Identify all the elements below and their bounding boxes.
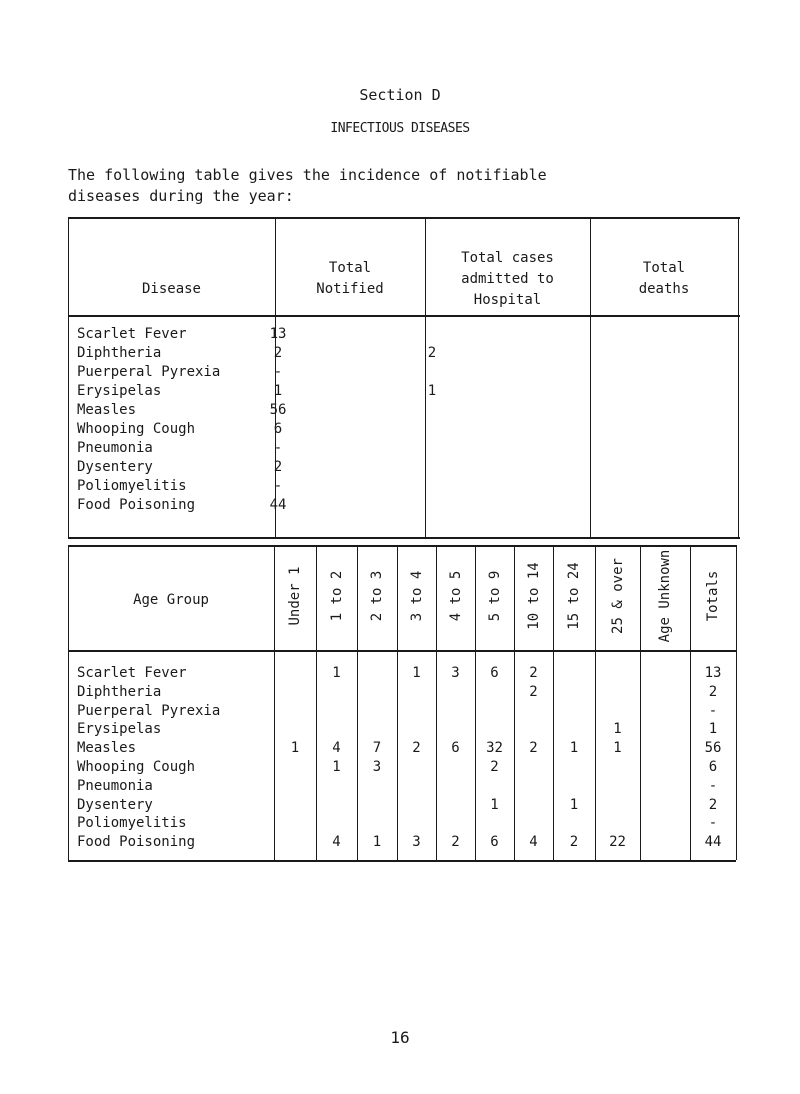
- table2-cell: -: [708, 777, 718, 794]
- table2-row-disease: Scarlet Fever: [77, 665, 187, 681]
- column-header-age: 25 & over: [609, 558, 626, 634]
- table2-cell: 1: [569, 740, 579, 757]
- table2-row-disease: Puerperal Pyrexia: [77, 702, 221, 719]
- intro-paragraph: [68, 165, 748, 207]
- table2-cell: 1: [332, 759, 341, 775]
- header-age-group: Age Group: [133, 592, 209, 608]
- table2-cell: 2: [451, 834, 460, 851]
- table1-cell-admitted: 1: [427, 383, 437, 399]
- table1-cell-notified: 44: [269, 497, 287, 513]
- table2-cell: 3: [451, 665, 460, 681]
- intro-line-2: diseases during the year:: [68, 187, 294, 205]
- table2-cell: 1: [613, 721, 622, 738]
- table2-cell: 1: [569, 796, 579, 813]
- table1-cell-notified: -: [273, 478, 283, 494]
- table2-row-disease: Diphtheria: [77, 683, 162, 700]
- column-header-age: 1 to 2: [328, 570, 345, 622]
- table2-row-disease: Pneumonia: [77, 777, 153, 794]
- table2-cell: 2: [490, 759, 499, 775]
- table2-cell: 4: [332, 834, 341, 851]
- table2-cell: -: [708, 702, 718, 719]
- table2-cell: 1: [613, 740, 622, 757]
- table1-cell-notified: 1: [273, 383, 283, 399]
- table2-cell: 1: [490, 796, 499, 813]
- column-header-age: 3 to 4: [408, 570, 425, 622]
- table2-cell: 2: [412, 740, 421, 757]
- table1-row-disease: Erysipelas: [77, 383, 162, 399]
- table2-cell: 4: [529, 834, 538, 851]
- table2-cell: 2: [569, 834, 579, 851]
- column-header-age: 4 to 5: [447, 570, 464, 622]
- table2-cell: -: [708, 815, 718, 832]
- table1-cell-notified: 6: [273, 421, 283, 437]
- table2-cell: 32: [486, 740, 503, 757]
- table2-cell: 7: [372, 740, 382, 757]
- table2-cell: 3: [412, 834, 421, 851]
- table2-row-disease: Measles: [77, 740, 137, 757]
- table2-row-disease: Erysipelas: [77, 721, 162, 738]
- table2-cell: 1: [412, 665, 421, 681]
- table1-row-disease: Pneumonia: [77, 440, 153, 456]
- table2-cell: 6: [451, 740, 460, 757]
- header-disease: Disease: [141, 281, 201, 297]
- table2-cell: 4: [332, 740, 341, 757]
- table2-cell: 2: [529, 665, 538, 681]
- table2-cell: 44: [704, 834, 722, 851]
- table1-row-disease: Scarlet Fever: [77, 326, 187, 342]
- table1-cell-notified: -: [273, 364, 283, 380]
- table2-cell: 1: [372, 834, 382, 851]
- table1-row-disease: Puerperal Pyrexia: [77, 364, 221, 380]
- column-header-age: 15 to 24: [566, 562, 582, 630]
- table2-cell: 1: [290, 740, 300, 757]
- table2-cell: 1: [708, 721, 718, 738]
- sub-heading: INFECTIOUS DISEASES: [330, 121, 470, 136]
- table1-row-disease: Whooping Cough: [77, 421, 196, 437]
- column-header-age: Under 1: [287, 566, 303, 626]
- header-total-deaths: Total deaths: [638, 260, 690, 297]
- table1-cell-admitted: 2: [427, 345, 437, 361]
- table2-cell: 3: [372, 759, 382, 775]
- table2-cell: 2: [529, 683, 538, 700]
- table2-cell: 56: [704, 740, 722, 757]
- column-header-age: Totals: [705, 570, 721, 622]
- table2-row-disease: Food Poisoning: [77, 834, 196, 851]
- table2-cell: 22: [609, 834, 626, 851]
- table2-row-disease: Dysentery: [77, 796, 153, 813]
- table2-row-disease: Whooping Cough: [77, 759, 196, 775]
- table1-row-disease: Dysentery: [77, 459, 153, 475]
- table2-cell: 6: [708, 759, 718, 775]
- table1-cell-notified: -: [273, 440, 283, 456]
- column-header-age: 2 to 3: [369, 570, 385, 622]
- table1-row-disease: Poliomyelitis: [77, 478, 187, 494]
- table2-cell: 6: [490, 834, 499, 851]
- column-header-age: 10 to 14: [525, 562, 542, 630]
- table1-cell-notified: 2: [273, 459, 283, 475]
- column-header-age: 5 to 9: [486, 570, 503, 622]
- table2-cell: 13: [704, 665, 722, 681]
- header-admitted-hospital: Total cases admitted to Hospital: [461, 250, 554, 308]
- table2-cell: 2: [529, 740, 538, 757]
- intro-line-1: The following table gives the incidence of notifiable: [68, 166, 547, 184]
- page-number: 16: [390, 1028, 410, 1047]
- section-heading: Section D: [359, 86, 441, 104]
- table1-cell-notified: 2: [273, 345, 283, 361]
- table1-row-disease: Diphtheria: [77, 345, 162, 361]
- table1-cell-notified: 56: [269, 402, 287, 418]
- table1-row-disease: Measles: [77, 402, 137, 418]
- table2-cell: 6: [490, 665, 499, 681]
- table2-cell: 2: [708, 796, 718, 813]
- table1-cell-notified: 13: [269, 326, 287, 342]
- column-header-age: Age Unknown: [657, 549, 673, 643]
- header-total-notified: Total Notified: [316, 260, 384, 297]
- table2-cell: 1: [332, 665, 341, 681]
- table2-cell: 2: [708, 683, 718, 700]
- table2-row-disease: Poliomyelitis: [77, 815, 187, 832]
- table1-row-disease: Food Poisoning: [77, 497, 196, 513]
